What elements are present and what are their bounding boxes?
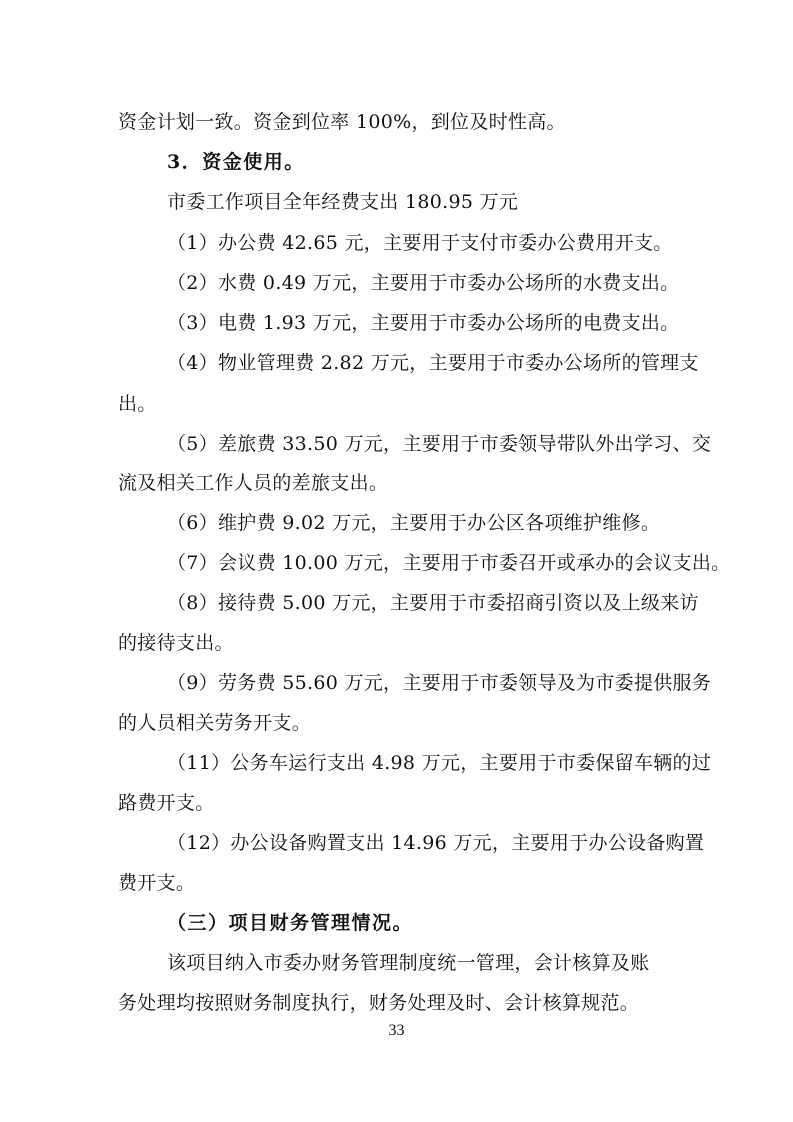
paragraph-line: 市委工作项目全年经费支出 180.95 万元 bbox=[167, 191, 519, 213]
list-item-continuation: 的接待支出。 bbox=[118, 632, 234, 654]
list-item-line: （1）办公费 42.65 元，主要用于支付市委办公费用开支。 bbox=[167, 232, 673, 254]
list-item-line: （5）差旅费 33.50 万元，主要用于市委领导带队外出学习、交 bbox=[167, 433, 712, 455]
section-heading: 3．资金使用。 bbox=[167, 151, 305, 173]
paragraph-line: 该项目纳入市委办财务管理制度统一管理，会计核算及账 bbox=[167, 952, 650, 974]
list-item-continuation: 流及相关工作人员的差旅支出。 bbox=[118, 472, 389, 494]
list-item-line: （11）公务车运行支出 4.98 万元，主要用于市委保留车辆的过 bbox=[167, 752, 712, 774]
list-item-continuation: 费开支。 bbox=[118, 872, 196, 894]
list-item-continuation: 路费开支。 bbox=[118, 792, 215, 814]
list-item-line: （12）办公设备购置支出 14.96 万元，主要用于办公设备购置 bbox=[167, 832, 705, 854]
list-item-line: （6）维护费 9.02 万元，主要用于办公区各项维护维修。 bbox=[167, 512, 661, 534]
list-item-continuation: 出。 bbox=[118, 393, 157, 415]
list-item-line: （2）水费 0.49 万元，主要用于市委办公场所的水费支出。 bbox=[167, 272, 680, 294]
paragraph-line: 务处理均按照财务制度执行，财务处理及时、会计核算规范。 bbox=[118, 992, 640, 1014]
list-item-line: （8）接待费 5.00 万元，主要用于市委招商引资以及上级来访 bbox=[167, 592, 699, 614]
list-item-line: （4）物业管理费 2.82 万元，主要用于市委办公场所的管理支 bbox=[167, 352, 699, 374]
list-item-line: （7）会议费 10.00 万元，主要用于市委召开或承办的会议支出。 bbox=[167, 552, 731, 574]
section-heading: （三）项目财务管理情况。 bbox=[167, 912, 414, 934]
page-number: 33 bbox=[388, 1022, 405, 1039]
list-item-line: （3）电费 1.93 万元，主要用于市委办公场所的电费支出。 bbox=[167, 312, 680, 334]
list-item-continuation: 的人员相关劳务开支。 bbox=[118, 712, 312, 734]
paragraph-line: 资金计划一致。资金到位率 100%，到位及时性高。 bbox=[118, 111, 566, 133]
list-item-line: （9）劳务费 55.60 万元，主要用于市委领导及为市委提供服务 bbox=[167, 672, 712, 694]
